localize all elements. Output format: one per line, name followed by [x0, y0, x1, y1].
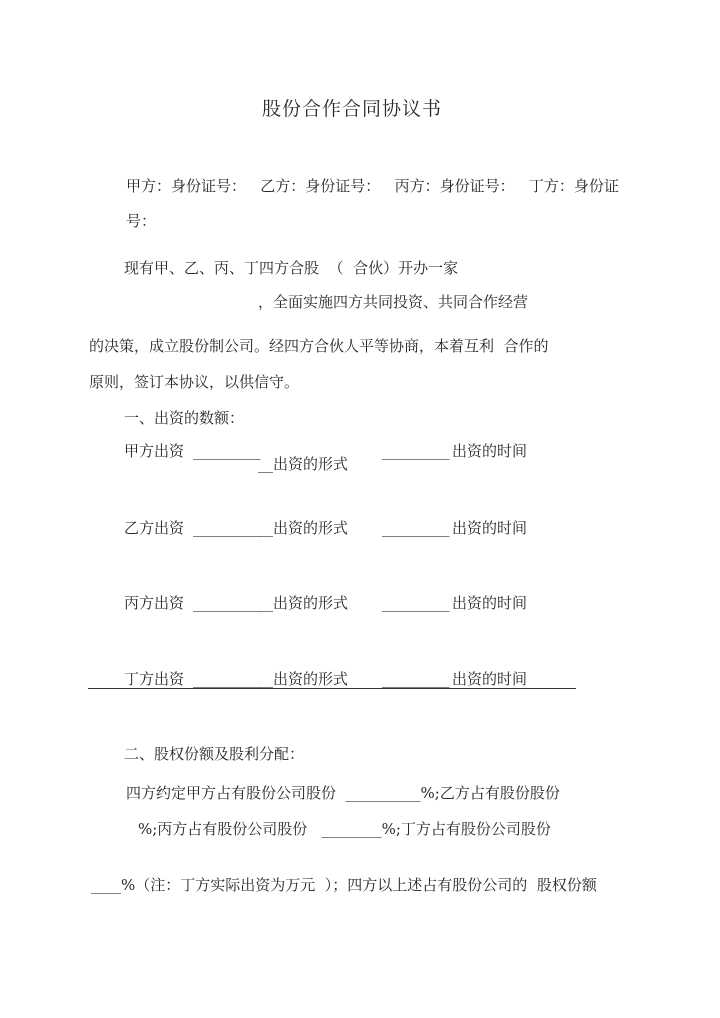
intro-paragraph-line-1: 现有甲、乙、丙、丁四方合股 （ 合伙）开办一家 — [124, 259, 459, 277]
contribution-amount-blank: _________ — [193, 442, 261, 460]
contribution-time-label: 出资的时间 — [452, 519, 528, 537]
contribution-time-label: 出资的时间 — [452, 670, 528, 688]
document-title: 股份合作合同协议书 — [262, 98, 443, 120]
intro-paragraph-line-3: 的决策，成立股份制公司。经四方合伙人平等协商，本着互利 合作的 — [89, 337, 549, 355]
share-line-3: ____%（注：丁方实际出资为万元 ）；四方以上述占有股份公司的 股权份额 — [91, 876, 597, 894]
contribution-time-blank: _________ — [382, 442, 450, 460]
contribution-label: 丁方出资 — [124, 670, 185, 688]
contribution-time-label: 出资的时间 — [452, 442, 528, 460]
share-line-2: %;丙方占有股份公司股份 ________%;丁方占有股份公司股份 — [138, 820, 551, 838]
contribution-time-blank: _________ — [382, 594, 450, 612]
parties-line-continued: 号： — [126, 212, 157, 230]
contribution-label: 丙方出资 — [124, 594, 185, 612]
contribution-time-blank: _________ — [382, 670, 450, 688]
contribution-amount-blank: _________ — [193, 670, 261, 688]
section-1-heading: 一、出资的数额： — [124, 409, 245, 427]
contribution-form-label: __出资的形式 — [258, 670, 349, 688]
contribution-time-blank: _________ — [382, 519, 450, 537]
horizontal-rule — [88, 688, 576, 689]
contribution-label: 乙方出资 — [124, 519, 185, 537]
parties-line: 甲方：身份证号： 乙方：身份证号： 丙方：身份证号： 丁方：身份证 — [126, 177, 619, 195]
contribution-amount-blank: _________ — [193, 594, 261, 612]
section-2-heading: 二、股权份额及股利分配： — [124, 745, 305, 763]
contribution-form-label: __出资的形式 — [258, 455, 349, 473]
contribution-label: 甲方出资 — [124, 442, 185, 460]
contribution-amount-blank: _________ — [193, 519, 261, 537]
contribution-form-label: __出资的形式 — [258, 519, 349, 537]
contribution-time-label: 出资的时间 — [452, 594, 528, 612]
share-line-1: 四方约定甲方占有股份公司股份 __________%;乙方占有股份股份 — [126, 784, 560, 802]
contribution-form-label: __出资的形式 — [258, 594, 349, 612]
intro-paragraph-line-4: 原则，签订本协议，以供信守。 — [89, 373, 300, 391]
intro-paragraph-line-2: ，全面实施四方共同投资、共同合作经营 — [258, 293, 529, 311]
